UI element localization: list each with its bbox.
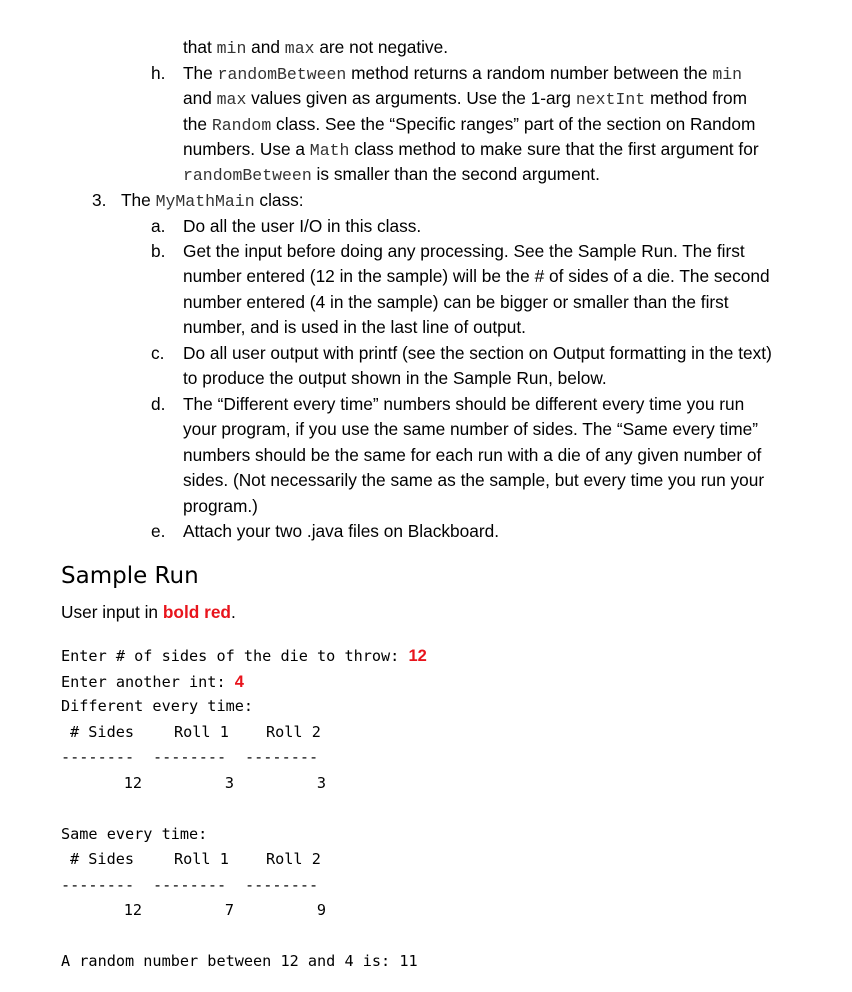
divider-dashes: -------- — [153, 876, 227, 894]
text: The — [121, 190, 156, 210]
text: Enter # of sides of the die to throw: — [61, 647, 409, 665]
item-h-line-5 — [183, 166, 600, 185]
code-max: max — [216, 90, 247, 109]
col-header-roll2: Roll 2 — [266, 723, 321, 741]
same-label: Same every time: — [61, 825, 208, 843]
same-sides-value: 12 — [123, 901, 142, 919]
different-roll1-value: 3 — [224, 774, 234, 792]
item-h-line-3 — [183, 116, 755, 135]
text: class: — [254, 190, 304, 210]
user-input-another: 4 — [234, 673, 244, 691]
text: that — [183, 37, 217, 57]
code-max: max — [284, 39, 315, 58]
user-input-sides: 12 — [408, 647, 427, 665]
code-Random: Random — [211, 116, 272, 135]
item-b-line: number, and is used in the last line of output. — [183, 317, 526, 337]
divider-dashes: -------- — [245, 748, 319, 766]
text: is smaller than the second argument. — [311, 164, 600, 184]
item-a-line: Do all the user I/O in this class. — [183, 216, 422, 236]
item-b-marker: b. — [151, 241, 166, 261]
item-d-line: your program, if you use the same number of sides. The “Same every time” — [183, 419, 759, 439]
code-randomBetween: randomBetween — [183, 166, 312, 185]
text: class method to make sure that the first argument for — [349, 139, 759, 159]
code-Math: Math — [309, 141, 350, 160]
item-b-line: Get the input before doing any processing. See the Sample Run. The first — [183, 241, 745, 261]
code-MyMathMain: MyMathMain — [155, 192, 255, 211]
code-randomBetween: randomBetween — [217, 65, 347, 84]
col-header-sides: # Sides — [70, 850, 135, 868]
text: Enter another int: — [61, 673, 235, 691]
col-header-sides: # Sides — [70, 723, 135, 741]
item-h-line-2 — [183, 90, 747, 109]
text: User input in — [61, 602, 163, 622]
item-d-line: numbers should be the same for each run with a die of any given number of — [183, 445, 762, 465]
item-c-line: Do all user output with printf (see the section on Output formatting in the text) — [183, 343, 772, 363]
text: and — [246, 37, 285, 57]
item-e-marker: e. — [151, 521, 166, 541]
same-roll2-value: 9 — [316, 901, 326, 919]
divider-dashes: -------- — [245, 876, 319, 894]
item-c-line: to produce the output shown in the Sample Run, below. — [183, 368, 607, 388]
item-d-marker: d. — [151, 394, 166, 414]
divider-dashes: -------- — [61, 748, 135, 766]
divider-dashes: -------- — [153, 748, 227, 766]
item-d-line: The “Different every time” numbers should be different every time you run — [183, 394, 745, 414]
item-a-marker: a. — [151, 216, 166, 236]
text: values given as arguments. Use the 1-arg — [246, 88, 576, 108]
text: class. See the “Specific ranges” part of the section on Random — [271, 114, 756, 134]
bold-red-text: bold red — [162, 602, 231, 622]
item-3-marker: 3. — [92, 190, 107, 210]
col-header-roll2: Roll 2 — [266, 850, 321, 868]
different-sides-value: 12 — [123, 774, 142, 792]
different-roll2-value: 3 — [316, 774, 326, 792]
code-min: min — [712, 65, 743, 84]
text: are not negative. — [314, 37, 449, 57]
sample-intro — [61, 604, 236, 621]
item-3-line — [121, 192, 304, 211]
prompt-another — [61, 674, 244, 691]
different-label: Different every time: — [61, 697, 254, 715]
text: The — [183, 63, 218, 83]
col-header-roll1: Roll 1 — [174, 723, 229, 741]
item-h-line-1 — [183, 65, 742, 84]
code-nextInt: nextInt — [575, 90, 646, 109]
text: numbers. Use a — [183, 139, 310, 159]
item-g-continuation — [183, 39, 448, 58]
prompt-sides — [61, 648, 427, 665]
divider-dashes: -------- — [61, 876, 135, 894]
code-min: min — [216, 39, 247, 58]
item-b-line: number entered (4 in the sample) can be bigger or smaller than the first — [183, 292, 729, 312]
item-d-line: program.) — [183, 496, 258, 516]
text: method from — [645, 88, 747, 108]
item-e-line: Attach your two .java files on Blackboard. — [183, 521, 500, 541]
text: the — [183, 114, 212, 134]
sample-run-heading: Sample Run — [61, 563, 199, 589]
item-h-marker: h. — [151, 63, 166, 83]
text: . — [231, 602, 236, 622]
item-b-line: number entered (12 in the sample) will be the # of sides of a die. The second — [183, 266, 770, 286]
item-c-marker: c. — [151, 343, 165, 363]
text: and — [183, 88, 217, 108]
item-h-line-4 — [183, 141, 759, 160]
item-d-line: sides. (Not necessarily the same as the sample, but every time you run your — [183, 470, 765, 490]
text: method returns a random number between the — [346, 63, 713, 83]
final-output-line: A random number between 12 and 4 is: 11 — [61, 952, 418, 970]
same-roll1-value: 7 — [224, 901, 234, 919]
col-header-roll1: Roll 1 — [174, 850, 229, 868]
